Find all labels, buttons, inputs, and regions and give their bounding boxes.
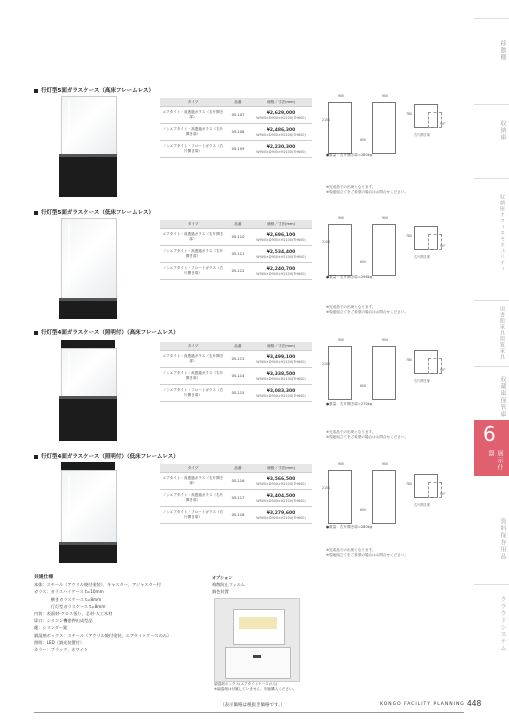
tab-divider [474,366,509,367]
table-row: ノンエアタイト・フロートガラス（右片開き扉） 05-109 ¥2,230,300 W900×D900×H2100(TH600) [160,141,312,158]
brand-name: KONGO FACILITY PLANNING [380,702,465,707]
tab-6[interactable]: 資料保存用品 [499,518,506,560]
tab-active-exhibit[interactable] [474,420,509,476]
table-row: ノンエアタイト・高透過ガラス（右片開き扉） 05-108 ¥2,486,300 W900×D900×H2100(TH600) [160,124,312,141]
table-row: ノンエアタイト・高透過ガラス（右片開き扉） 05-111 ¥2,534,400 W900×D900×H2100(TH600) [160,246,312,263]
side-index [474,0,509,720]
spec-table: タイプ 品番 価格／寸法(mm) エアタイト・高透過ガラス（右片開き扉） 05-113 ¥3,499,100 W900×D900×H2100(TH600) ノンエアタイト・高透過ガラス（右片開き扉） 05-114 ¥3,338,500 W900×D900×H2100(TH600) ノンエアタイト・フロートガラス（右片開き扉） 05-115 ¥3,083,300 W900×D900×H2100(TH600) [160,342,312,402]
product-photo [57,462,119,562]
table-row: ノンエアタイト・高透過ガラス（右片開き扉） 05-117 ¥3,404,500 W900×D900×H2100(TH600) [160,490,312,507]
section-title: 行灯型5面ガラスケース（低床フレームレス） [34,208,154,216]
section-title: 行灯型4面ガラスケース（照明付）（高床フレームレス） [34,328,179,336]
tab-number: 6 [483,422,496,446]
tab-divider [474,584,509,585]
table-row: ノンエアタイト・高透過ガラス（右片開き扉） 05-114 ¥3,338,500 W900×D900×H2100(TH600) [160,368,312,385]
product-photo [57,96,119,196]
tab-0[interactable]: 移動棚 [499,40,506,61]
product-photo [57,218,119,318]
weight: ●重量：右片開き扉=280kg [326,153,373,157]
tab-2[interactable]: 収納庫オフィスセキュリティ [499,194,505,272]
page-number: 448 [467,699,482,708]
option-block: オプション 飛散防止フィルム 調色装置 [212,575,245,594]
notes: ※完成品での出荷となります。 ※現地組立てをご希望の場合はお問合せください。 [326,305,409,314]
tab-7[interactable]: クラウドシステム [499,596,506,652]
tab-divider [474,18,509,19]
tab-4[interactable]: 収蔵庫保管庫 [499,376,506,418]
table-row: エアタイト・高透過ガラス（右片開き扉） 05-110 ¥2,696,100 W900×D900×H2100(TH600) [160,229,312,246]
notes: ※完成品での出荷となります。 ※現地組立てをご希望の場合はお問合せください。 [326,430,409,439]
table-row: エアタイト・高透過ガラス（右片開き扉） 05-113 ¥3,499,100 W900×D900×H2100(TH600) [160,351,312,368]
tab-3[interactable]: 図書館家具閲覧家具 [499,306,505,360]
table-row: ノンエアタイト・フロートガラス（右片開き扉） 05-115 ¥3,083,300 W900×D900×H2100(TH600) [160,385,312,402]
section-title: 行灯型5面ガラスケース（高床フレームレス） [34,86,154,94]
footer-divider [34,712,464,713]
common-spec: 共通仕様 本体：スチール（アクリル焼付塗装）、キャスター、アジャスター付 ガラス：ガラスハイケース t=10mm 横きガラスケース t=8mm 行灯型ガラスケース t=8mm 内装：表面材-クロス張り、芯材-人工木材 扉口：シリコン機密押出成型品 鍵：シリンダー錠 調湿剤ボックス：スチール（アクリル焼付塗装、エアタイトケースのみ） 照明：LED（調光装置付） カラー：ブラック、ホワイト [34,575,172,653]
notes: ※完成品での出荷となります。 ※現地組立てをご希望の場合はお問合せください。 [326,185,409,194]
tab-5: 展示什器 [487,450,503,471]
tab-divider [474,178,509,179]
spec-table: タイプ 品番 価格／寸法(mm) エアタイト・高透過ガラス（右片開き扉） 05-116 ¥3,566,500 W900×D900×H2100(TH600) ノンエアタイト・高透過ガラス（右片開き扉） 05-117 ¥3,404,500 W900×D900×H2100(TH600) ノンエアタイト・フロートガラス（右片開き扉） 05-118 ¥3,279,600 W900×D900×H2100(TH600) [160,464,312,524]
tab-divider [474,104,509,105]
weight: ●重量：右片開き扉=280kg [326,525,373,529]
spec-table: タイプ 品番 価格／寸法(mm) エアタイト・高透過ガラス（右片開き扉） 05-110 ¥2,696,100 W900×D900×H2100(TH600) ノンエアタイト・高透過ガラス（右片開き扉） 05-111 ¥2,534,400 W900×D900×H2100(TH600) ノンエアタイト・フロートガラス（右片開き扉） 05-112 ¥2,240,700 W900×D900×H2100(TH600) [160,220,312,280]
table-row: ノンエアタイト・フロートガラス（右片開き扉） 05-118 ¥3,279,600 W900×D900×H2100(TH600) [160,507,312,524]
price-note: （表示価格は税抜き価格です。） [220,703,285,708]
product-photo [57,340,119,440]
notes: ※完成品での出荷となります。 ※現地組立てをご希望の場合はお問合せください。 [326,548,409,557]
table-row: エアタイト・高透過ガラス（右片開き扉） 05-116 ¥3,566,500 W900×D900×H2100(TH600) [160,473,312,490]
option-photo [214,598,300,682]
table-row: エアタイト・高透過ガラス（右片開き扉） 05-107 ¥2,629,000 W900×D900×H2100(TH600) [160,107,312,124]
option-caption: 調湿剤ボックス(エアタイトケースのみ) ※調湿剤は付属していません。別途購入ください。 [214,682,297,691]
section-title: 行灯型4面ガラスケース（照明付）（低床フレームレス） [34,452,179,460]
weight: ●重量：右片開き扉=296kg [326,275,373,279]
spec-table: タイプ 品番 価格／寸法(mm) エアタイト・高透過ガラス（右片開き扉） 05-107 ¥2,629,000 W900×D900×H2100(TH600) ノンエアタイト・高透過ガラス（右片開き扉） 05-108 ¥2,486,300 W900×D900×H2100(TH600) ノンエアタイト・フロートガラス（右片開き扉） 05-109 ¥2,230,300 W900×D900×H2100(TH600) [160,98,312,158]
weight: ●重量：右片開き扉=270kg [326,402,373,406]
tab-1[interactable]: 収納庫 [499,120,506,141]
table-row: ノンエアタイト・フロートガラス（右片開き扉） 05-112 ¥2,240,700 W900×D900×H2100(TH600) [160,263,312,280]
tab-divider [474,300,509,301]
